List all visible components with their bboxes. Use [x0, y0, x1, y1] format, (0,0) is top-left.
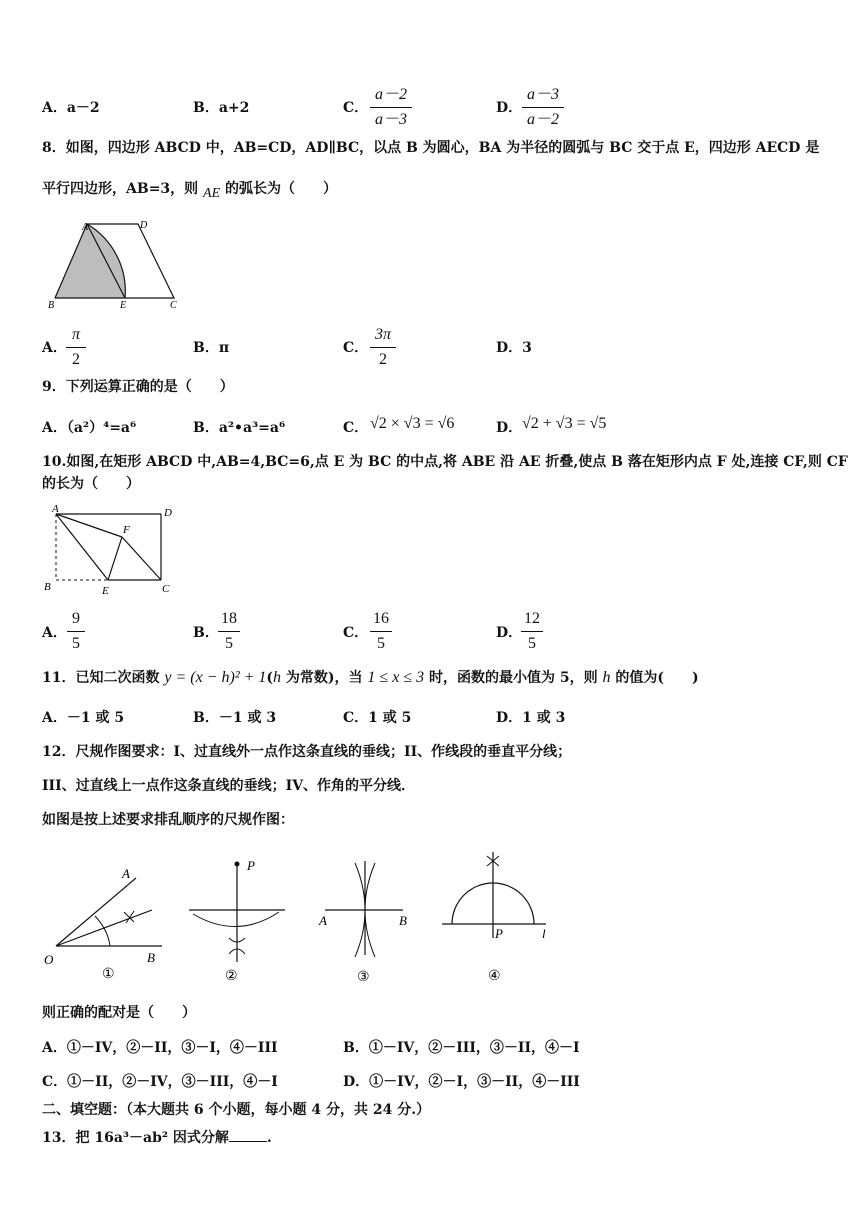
q10-label-e: E: [102, 585, 109, 596]
q10-a-denominator: 5: [72, 635, 80, 652]
q10-option-b-label: B．: [193, 625, 219, 641]
q12-fig2-label-p: P: [247, 858, 255, 873]
q11-stem-mid2: 时，函数的最小值为 5，则: [428, 670, 598, 686]
q11-option-b: B．－1 或 3: [193, 710, 277, 726]
q12-figure-4: [438, 842, 558, 982]
q10-b-denominator: 5: [225, 635, 233, 652]
q10-a-numerator: 9: [72, 610, 80, 627]
q12-figure-3: [315, 855, 415, 987]
q12-option-d: D．①－IV，②－I，③－II，④－III: [343, 1074, 580, 1090]
q11-paren: (: [266, 670, 274, 686]
q9-option-a: A．（a²）⁴=a⁶: [42, 420, 137, 436]
q10-c-denominator: 5: [377, 635, 385, 652]
q11-h-var-1: h: [273, 669, 282, 686]
q11-range: 1 ≤ x ≤ 3: [367, 669, 425, 686]
q12-fig4-label-l: l: [542, 926, 546, 941]
q8-option-a-fraction: [66, 326, 86, 369]
q13-stem-end: .: [266, 1130, 272, 1146]
q9-option-b: B．a²•a³=a⁶: [193, 420, 286, 436]
q8-option-c-label: C．: [343, 340, 369, 356]
q9-stem: 9．下列运算正确的是（ ）: [42, 379, 234, 395]
q11-option-c: C．1 或 5: [343, 710, 412, 726]
q10-label-a: A: [52, 503, 59, 515]
q11-option-a: A．－1 或 5: [42, 710, 125, 726]
q8-stem-line2-end: 的弧长为（ ）: [225, 181, 338, 197]
q12-stem-line1: 12．尺规作图要求：I、过直线外一点作这条直线的垂线；II、作线段的垂直平分线；: [42, 744, 572, 760]
q12-figure-1: [40, 860, 170, 982]
q7-option-d-label: D．: [496, 100, 523, 116]
q8-option-d: D．3: [496, 340, 532, 356]
q10-segment-af: [56, 514, 122, 537]
q7-option-a: A．a－2: [42, 100, 100, 116]
q8-c-numerator: 3π: [374, 326, 391, 343]
q8-option-a-label: A．: [42, 340, 67, 356]
q11-formula: y = (x − h)² + 1: [164, 669, 267, 686]
section-title-fill-in: 二、填空题：（本大题共 6 个小题，每小题 4 分，共 24 分.）: [42, 1102, 431, 1118]
q8-option-c-fraction: [370, 326, 396, 369]
q10-stem-line1: 10.如图,在矩形 ABCD 中,AB=4,BC=6,点 E 为 BC 的中点,将 ABE 沿 AE 折叠,使点 B 落在矩形内点 F 处,连接 CF,则 CF: [42, 454, 848, 470]
q12-fig4-label-p: P: [495, 926, 503, 941]
q9-option-c-label: C．: [343, 420, 369, 436]
q12-option-a: A．①－IV，②－II，③－I，④－III: [42, 1040, 278, 1056]
q8-figure: [44, 218, 184, 310]
q8-option-b: B．π: [193, 340, 230, 356]
q9-option-c-expr: √2 × √3 = √6: [370, 415, 455, 432]
q12-question: 则正确的配对是（ ）: [42, 1005, 196, 1021]
q8-stem-line2-start: 平行四边形，AB=3，则: [42, 181, 199, 197]
q10-option-c-fraction: [370, 610, 392, 653]
q10-option-b-fraction: [218, 610, 240, 653]
q7-d-numerator: a－3: [526, 86, 559, 103]
q12-fig3-label-a: A: [319, 913, 327, 928]
q8-label-d: D: [140, 220, 148, 231]
q12-stem-line2: III、过直线上一点作这条直线的垂线；IV、作角的平分线．: [42, 778, 416, 794]
q8-arc-label: AE: [203, 186, 221, 201]
q8-label-b: B: [48, 300, 55, 310]
q10-option-a-fraction: [67, 610, 85, 653]
q12-option-b: B．①－IV，②－III，③－II，④－I: [343, 1040, 580, 1056]
q10-segment-fc: [122, 537, 161, 580]
q13-answer-blank[interactable]: [229, 1129, 267, 1142]
q8-label-a: A: [82, 222, 89, 233]
q12-fig1-label-a: A: [122, 866, 130, 881]
q10-option-c-label: C．: [343, 625, 369, 641]
q11-stem-start: 11．已知二次函数: [42, 670, 160, 686]
q11-stem-mid: 为常数)，当: [285, 670, 363, 686]
q12-fig2-arc: [193, 912, 279, 927]
q10-d-denominator: 5: [528, 635, 536, 652]
q12-fig1-label-b: B: [147, 950, 155, 965]
q7-option-d-fraction: [522, 86, 564, 129]
q7-d-denominator: a－2: [526, 111, 559, 128]
q8-a-numerator: π: [71, 326, 80, 343]
q11-stem-end: 的值为( ): [615, 670, 699, 686]
q8-stem-line2: [42, 178, 338, 201]
q12-fig4-number: ④: [488, 969, 501, 982]
q8-a-denominator: 2: [72, 351, 80, 368]
q8-shaded-sector: [55, 224, 125, 298]
q12-fig3-number: ③: [357, 970, 370, 985]
q10-option-d-fraction: [521, 610, 543, 653]
q10-c-numerator: 16: [373, 610, 389, 627]
q8-c-denominator: 2: [379, 351, 387, 368]
q8-label-e: E: [120, 300, 127, 310]
q9-option-d-expr: √2 + √3 = √5: [522, 415, 607, 432]
q7-option-b: B．a+2: [193, 100, 250, 116]
q7-option-c-label: C．: [343, 100, 369, 116]
q10-d-numerator: 12: [524, 610, 540, 627]
q10-label-c: C: [162, 583, 170, 595]
q11-stem: [42, 667, 699, 687]
q10-stem-line2: 的长为（ ）: [42, 476, 140, 492]
q10-option-a-label: A．: [42, 625, 67, 641]
q12-fig1-label-o: O: [44, 952, 54, 967]
q13-stem: [42, 1127, 272, 1147]
q7-c-denominator: a－3: [374, 111, 407, 128]
q9-option-d-label: D．: [496, 420, 523, 436]
q10-segment-ae: [56, 514, 108, 580]
q10-figure: [42, 500, 182, 596]
q11-option-d: D．1 或 3: [496, 710, 566, 726]
q7-option-c-fraction: [370, 86, 412, 129]
q12-option-c: C．①－II，②－IV，③－III，④－I: [42, 1074, 278, 1090]
q10-segment-fe: [108, 537, 122, 580]
q10-label-d: D: [164, 507, 172, 519]
q8-stem-line1: 8．如图，四边形 ABCD 中，AB=CD，AD∥BC，以点 B 为圆心，BA 为半径的圆弧与 BC 交于点 E，四边形 AECD 是: [42, 140, 820, 156]
q10-label-f: F: [123, 524, 130, 536]
q10-label-b: B: [44, 581, 51, 593]
q7-c-numerator: a－2: [374, 86, 407, 103]
q12-fig3-label-b: B: [399, 913, 407, 928]
q10-option-d-label: D．: [496, 625, 523, 641]
q12-stem-line3: 如图是按上述要求排乱顺序的尺规作图：: [42, 812, 294, 828]
q13-stem-text: 13．把 16a³－ab² 因式分解: [42, 1130, 229, 1146]
q10-b-numerator: 18: [221, 610, 237, 627]
q12-figure-2: [185, 852, 295, 984]
q11-h-var-2: h: [602, 669, 611, 686]
q12-fig1-number: ①: [102, 967, 115, 982]
q12-fig2-number: ②: [225, 969, 238, 984]
q8-label-c: C: [170, 300, 177, 310]
